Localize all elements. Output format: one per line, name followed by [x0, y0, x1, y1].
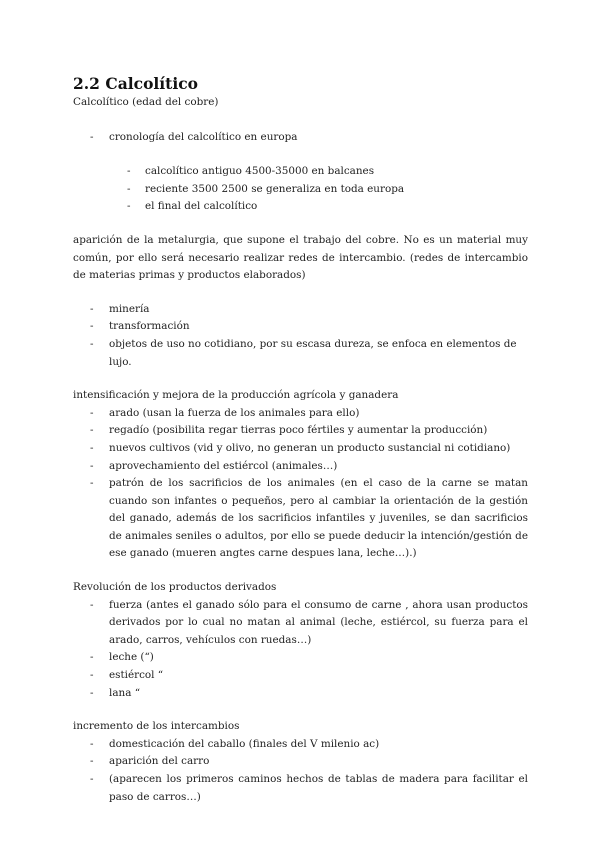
- list-item-text: estiércol “: [109, 669, 164, 682]
- bullet-dash: -: [90, 651, 94, 664]
- list-item: [73, 597, 528, 650]
- list-item: [73, 685, 528, 703]
- bullet-dash: -: [90, 406, 94, 419]
- list-item: [73, 753, 528, 771]
- list-item-text: el final del calcolítico: [145, 200, 258, 213]
- bullet-dash: -: [127, 182, 131, 195]
- list-item-text: transformación: [109, 320, 190, 333]
- intercambios-list: [73, 736, 528, 806]
- list-item: [73, 736, 528, 754]
- list-item: [73, 336, 528, 371]
- list-item: [73, 198, 528, 216]
- section-title: 2.2 Calcolítico: [73, 74, 199, 93]
- list-item-text: fuerza (antes el ganado sólo para el consumo de carne , ahora usan productos derivados por lo cual no matan al animal (leche, estiércol, su fuerza para el arado, carros, vehículos con ruedas…): [109, 598, 528, 646]
- bullet-dash: -: [90, 302, 94, 315]
- bullet-dash: -: [90, 686, 94, 699]
- bullet-dash: -: [90, 337, 94, 350]
- cronologia-list: [73, 129, 528, 147]
- intercambios-heading: incremento de los intercambios: [73, 720, 240, 733]
- bullet-dash: -: [127, 165, 131, 178]
- bullet-dash: -: [127, 200, 131, 213]
- section-subtitle: Calcolítico (edad del cobre): [73, 96, 219, 108]
- metalurgia-paragraph: aparición de la metalurgia, que supone el trabajo del cobre. No es un material muy común, por ello será necesario realizar redes de intercambio. (redes de intercambio de materias primas y productos elaborados): [73, 233, 528, 282]
- list-item: [73, 129, 528, 147]
- bullet-dash: -: [90, 130, 94, 143]
- list-item: [73, 163, 528, 181]
- bullet-dash: -: [90, 459, 94, 472]
- list-item: [73, 458, 528, 476]
- intensificacion-heading: intensificación y mejora de la producción agrícola y ganadera: [73, 389, 399, 402]
- list-item-text: minería: [109, 302, 150, 315]
- list-item: [73, 440, 528, 458]
- list-item: [73, 301, 528, 319]
- list-item-text: nuevos cultivos (vid y olivo, no generan un producto sustancial ni cotidiano): [109, 441, 511, 454]
- list-item-text: reciente 3500 2500 se generaliza en toda europa: [145, 182, 405, 195]
- list-item-text: aparición del carro: [109, 755, 210, 768]
- list-item: [73, 649, 528, 667]
- bullet-dash: -: [90, 598, 94, 611]
- list-item-text: arado (usan la fuerza de los animales para ello): [109, 406, 360, 419]
- list-item: [73, 475, 528, 563]
- bullet-dash: -: [90, 477, 94, 490]
- bullet-dash: -: [90, 773, 94, 785]
- list-item-text: regadío (posibilita regar tierras poco fértiles y aumentar la producción): [109, 424, 488, 437]
- list-item: [73, 771, 528, 806]
- intensificacion-list: [73, 405, 528, 563]
- list-item-text: objetos de uso no cotidiano, por su escasa dureza, se enfoca en elementos de lujo.: [109, 337, 517, 368]
- revolucion-heading: Revolución de los productos derivados: [73, 581, 277, 594]
- list-item: [73, 318, 528, 336]
- document-page: [73, 74, 528, 806]
- list-item-text: cronología del calcolítico en europa: [109, 130, 298, 143]
- cronologia-sublist: [73, 163, 528, 216]
- list-item-text: calcolítico antiguo 4500-35000 en balcanes: [145, 165, 375, 178]
- bullet-dash: -: [90, 320, 94, 333]
- bullet-dash: -: [90, 737, 94, 750]
- list-item-text: leche (“): [109, 651, 154, 664]
- metalurgia-list: [73, 301, 528, 371]
- list-item: [73, 422, 528, 440]
- bullet-dash: -: [90, 755, 94, 768]
- list-item-text: (aparecen los primeros caminos hechos de tablas de madera para facilitar el paso de carros…): [109, 773, 528, 803]
- list-item-text: aprovechamiento del estiércol (animales…): [109, 459, 338, 472]
- bullet-dash: -: [90, 669, 94, 682]
- bullet-dash: -: [90, 424, 94, 437]
- list-item: [73, 667, 528, 685]
- list-item-text: domesticación del caballo (finales del V milenio ac): [109, 737, 380, 750]
- list-item: [73, 181, 528, 199]
- revolucion-list: [73, 597, 528, 703]
- list-item: [73, 405, 528, 423]
- bullet-dash: -: [90, 441, 94, 454]
- list-item-text: lana “: [109, 686, 141, 699]
- list-item-text: patrón de los sacrificios de los animales (en el caso de la carne se matan cuando son infantes o pequeños, pero al cambiar la orientación de la gestión del ganado, además de los sacrificios infantiles y juveniles, se dan sacrificios de animales seniles o adultos, por ello se puede deducir la intención/gestión de ese ganado (mueren angtes carne despues lana, leche…).): [109, 477, 528, 560]
